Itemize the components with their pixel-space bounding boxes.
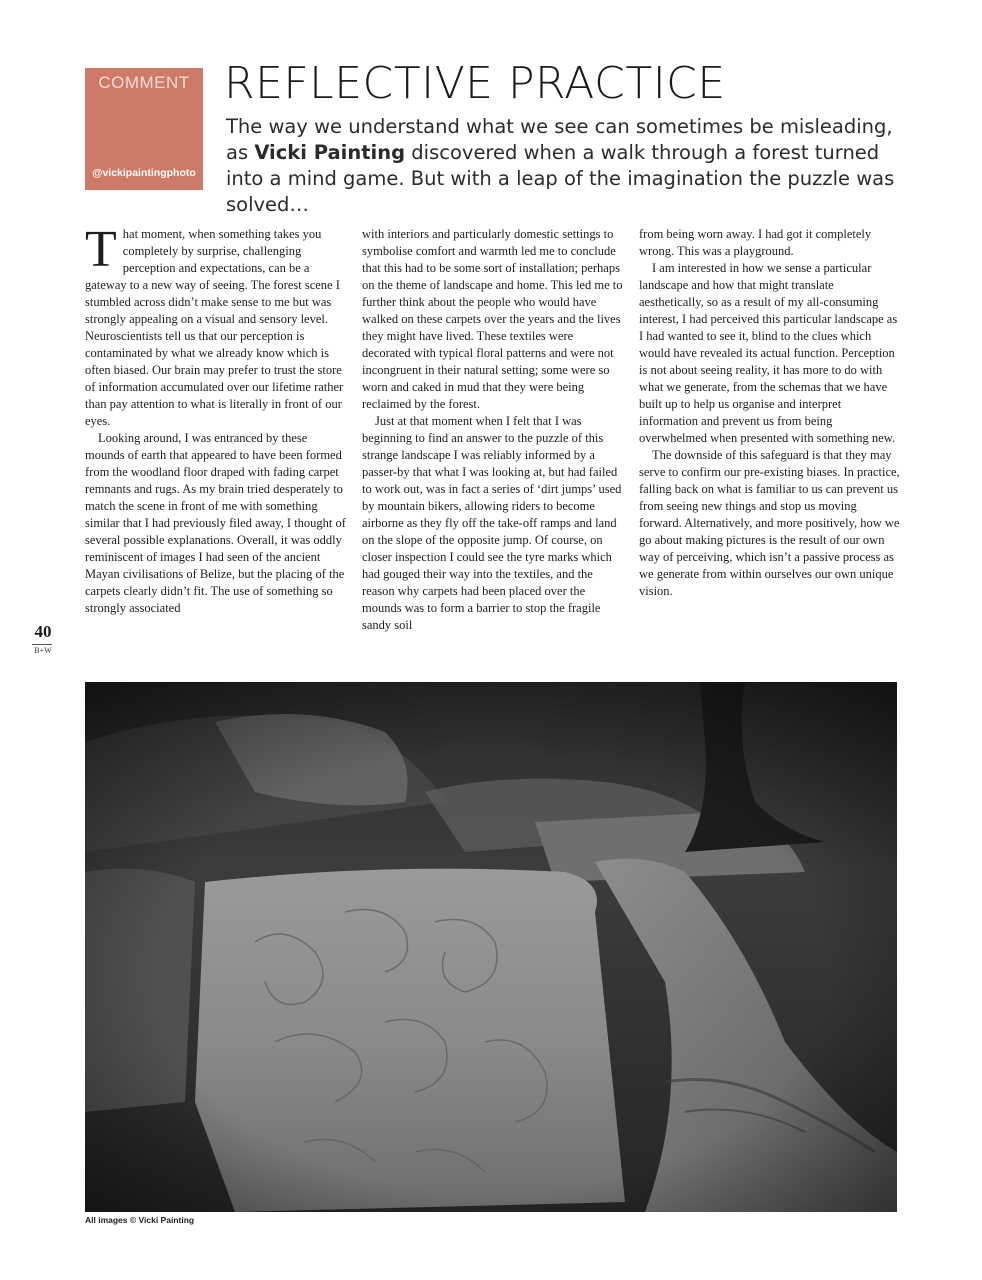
magazine-mark: B+W [34,646,52,655]
author-handle: @vickipaintingphoto [92,167,196,179]
page-title: REFLECTIVE PRACTICE [224,58,726,109]
section-label: COMMENT [98,73,190,92]
article-paragraph: The downside of this safeguard is that they may serve to confirm our pre-existing biases. In practice, falling back on what is familiar to us can prevent us from seeing new things and stop us moving forward. Alternatively, and more positively, how we go about making pictures is the result of our own way of perceiving, which isn’t a passive process as we generate from within ourselves our own unique vision. [639,448,900,598]
comment-section-badge [85,68,203,190]
photo-caption: All images © Vicki Painting [85,1215,195,1225]
standfirst [226,114,906,218]
folio-divider [32,644,52,645]
article-paragraph: with interiors and particularly domestic settings to symbolise comfort and warmth led me to conclude that this had to be some sort of installation; perhaps on the theme of landscape and home. This led me to further think about the people who would have walked on these carpets over the years and the lives they might have lived. These textiles were decorated with typical floral patterns and were not incongruent in their natural setting; some were so worn and caked in mud that they were being reclaimed by the forest. [362,227,623,411]
article-column-2 [362,226,624,634]
article-paragraph: I am interested in how we sense a particular landscape and how that might translate aesthetically, so as a result of my all-consuming interest, I had perceived this particular landscape as I had wanted to see it, blind to the clues which would have revealed its actual function. Perception is not about seeing reality, it has more to do with what we generate, from the schemas that we have built up to help us organise and interpret information and prevent us from being overwhelmed when presented with something new. [639,261,898,445]
page-number: 40 [34,622,52,641]
article-paragraph: from being worn away. I had got it completely wrong. This was a playground. [639,227,872,258]
standfirst-author: Vicki Painting [254,141,406,164]
article-paragraph: Looking around, I was entranced by these mounds of earth that appeared to have been formed from the woodland floor draped with fading carpet remnants and rugs. As my brain tried desperately to match the scene in front of me with something similar that I had previously filed away, I thought of several possible explanations. Overall, it was oddly reminiscent of images I had seen of the ancient Mayan civilisations of Belize, but the placing of the carpets clearly didn’t fit. The use of something so strongly associated [85,431,346,615]
standfirst-text-end: discovered when a walk through a forest turned into a mind game. But with a leap of the imagination the puzzle was solved… [226,141,895,216]
paragraph-text: hat moment, when something takes you completely by surprise, challenging perception and expectations, can be a gateway to a new way of seeing. The forest scene I stumbled across didn’t make sense to me but was strongly appealing on a visual and sensory level. Neuroscientists tell us that our perception is contaminated by what we already know which is often biased. Our brain may prefer to trust the store of information accumulated over our lifetime rather than pay attention to what is literally in front of our eyes. [85,227,344,428]
forest-dirt-jumps-photo [85,682,897,1212]
drop-cap: T [85,221,117,278]
article-paragraph: Just at that moment when I felt that I was beginning to find an answer to the puzzle of this strange landscape I was reliably informed by a passer-by that what I was looking at, but had failed to work out, was in fact a series of ‘dirt jumps’ used by mountain bikers, allowing riders to become airborne as they fly off the take-off ramps and land on the slope of the opposite jump. Of course, on closer inspection I could see the tyre marks which had gouged their way into the textiles, and the reason why carpets had been placed over the mounds was to form a barrier to stop the fragile sandy soil [362,414,622,632]
standfirst-text-start: The way we understand what we see can sometimes be misleading, as [226,115,893,164]
article-paragraph [85,221,347,430]
article-column-3 [639,226,901,600]
article-column-1 [85,221,347,617]
